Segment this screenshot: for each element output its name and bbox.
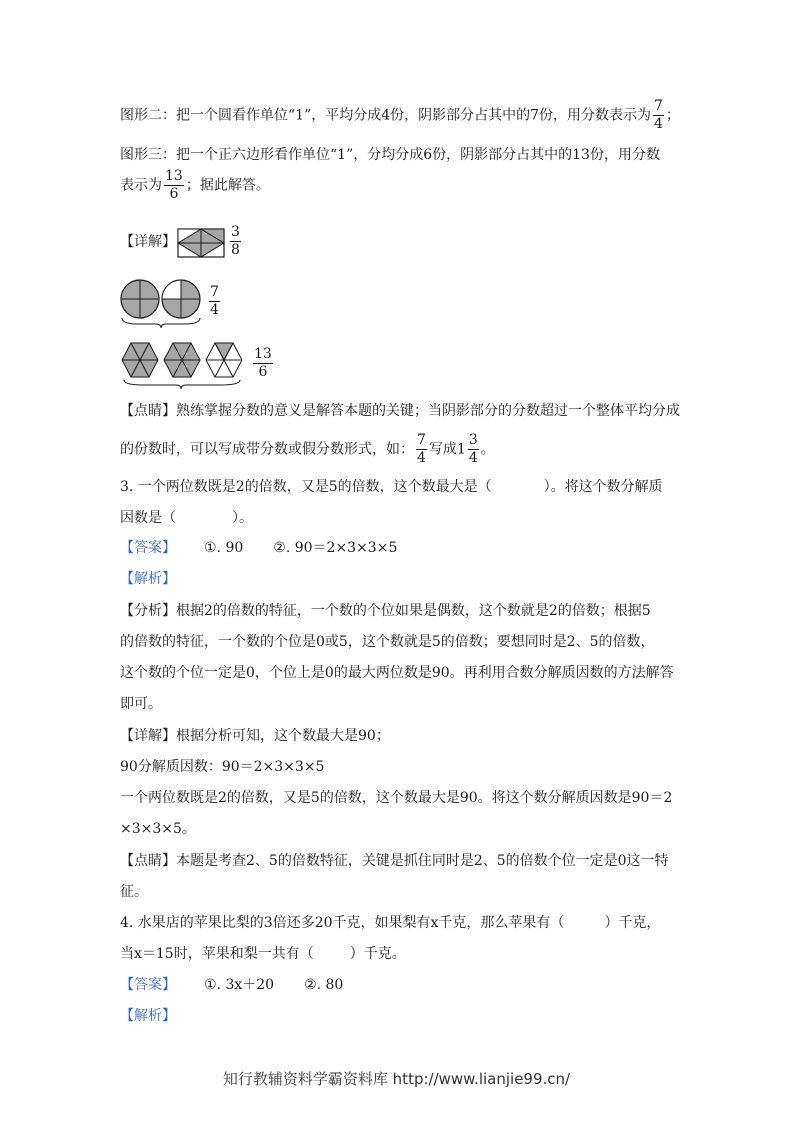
footer-watermark: 知行教辅资料学霸资料库 http://www.lianjie99.cn/ <box>222 1070 571 1088</box>
answer-label: 【答案】 <box>120 540 176 556</box>
fraction-7-4: $\frac{7}{4}$ <box>654 98 663 132</box>
graphic2-line: 图形二：把一个圆看作单位“1”，平均分成4份，阴影部分占其中的7份，用分数表示为 $\frac{7}{4}$ ； <box>120 98 680 132</box>
remark1-line2: 的份数时，可以写成带分数或假分数形式，如： $\frac{7}{4}$ 写成1 $\frac{3}{4}$ 。 <box>120 432 495 466</box>
q4-analysis-label: 【解析】 <box>120 1008 176 1024</box>
q3-analysis-1: 【分析】根据2的倍数的特征，一个数的个位如果是偶数，这个数就是2的倍数；根据5 <box>120 603 651 619</box>
q3-remark-1: 【点睛】本题是考查2、5的倍数特征，关键是抓住同时是2、5的倍数个位一定是0这一特 <box>120 853 669 869</box>
q3-analysis-3: 这个数的个位一定是0，个位上是0的最大两位数是90。再利用合数分解质因数的方法解答 <box>120 665 674 681</box>
q3-detail-2: 90分解质因数：90＝2×3×3×5 <box>120 759 325 775</box>
q3-detail-3: 一个两位数既是2的倍数，又是5的倍数，这个数最大是90。将这个数分解质因数是90＝2 <box>120 790 673 806</box>
q3-analysis-2: 的倍数的特征，一个数的个位是0或5，这个数就是5的倍数；要想同时是2、5的倍数， <box>120 634 655 650</box>
q3-line2: 因数是（ ）。 <box>120 510 253 526</box>
q4-answer: 【答案】 ①. 3x＋20 ②. 80 <box>120 977 344 993</box>
q3-answer: 【答案】 ①. 90 ②. 90＝2×3×3×5 <box>120 540 398 556</box>
q3-remark-2: 征。 <box>120 884 148 900</box>
q3-detail-1: 【详解】根据分析可知，这个数最大是90； <box>120 728 390 744</box>
graphic3-line1: 图形三：把一个正六边形看作单位“1”，分均分成6份，阴影部分占其中的13份，用分数 <box>120 147 660 163</box>
q4-line2: 当x＝15时，苹果和梨一共有（ ）千克。 <box>120 946 406 962</box>
detail-label: 【详解】 <box>120 234 176 250</box>
fig2-fraction: $\frac{7}{4}$ <box>210 284 219 318</box>
answer-label: 【答案】 <box>120 977 176 993</box>
graphic3-line2: 表示为 $\frac{13}{6}$ ；据此解答。 <box>120 168 270 202</box>
q3-analysis-label: 【解析】 <box>120 571 176 587</box>
rectangle-figure <box>177 228 225 258</box>
fraction-13-6: $\frac{13}{6}$ <box>165 168 183 202</box>
fig1-fraction: $\frac{3}{8}$ <box>231 224 240 258</box>
remark1-line1: 【点睛】熟练掌握分数的意义是解答本题的关键；当阴影部分的分数超过一个整体平均分成 <box>120 403 680 419</box>
hexagons-figure <box>120 340 252 392</box>
q3-analysis-4: 即可。 <box>120 696 162 712</box>
fig3-fraction: $\frac{13}{6}$ <box>254 346 272 380</box>
q4-line1: 4. 水果店的苹果比梨的3倍还多20千克，如果梨有x千克，那么苹果有（ ）千克， <box>120 915 661 931</box>
graphic2-text: 图形二：把一个圆看作单位“1”，平均分成4份，阴影部分占其中的7份，用分数表示为 <box>120 107 652 124</box>
q3-line1: 3. 一个两位数既是2的倍数，又是5的倍数，这个数最大是（ ）。将这个数分解质 <box>120 479 663 495</box>
q3-detail-4: ×3×3×5。 <box>120 821 196 837</box>
circles-figure <box>118 278 208 328</box>
